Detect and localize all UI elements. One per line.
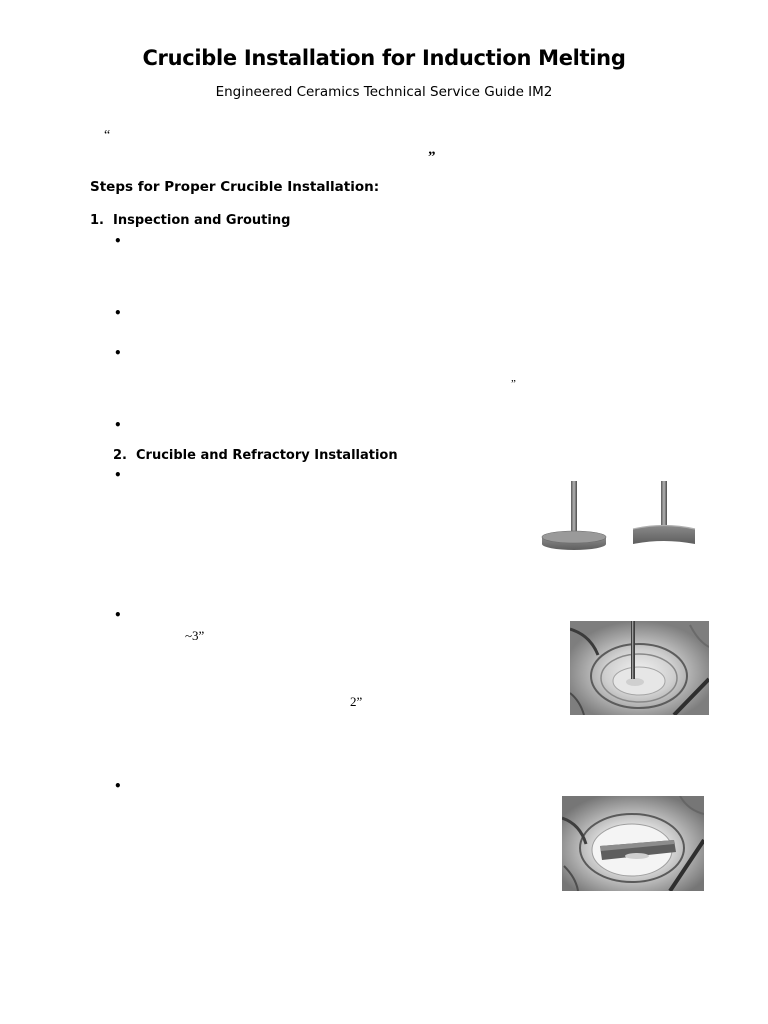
crucible-placement-photo bbox=[562, 796, 704, 891]
section2-fragment-2in: 2” bbox=[350, 694, 363, 709]
section1-number: 1. bbox=[90, 213, 104, 228]
tamping-tools-illustration bbox=[538, 478, 700, 550]
document-title: Crucible Installation for Induction Melting bbox=[142, 46, 626, 70]
section1-bullet-2: • bbox=[114, 306, 122, 320]
section2-number: 2. bbox=[113, 448, 127, 463]
section2-bullet-2: • bbox=[114, 608, 122, 622]
section1-close-quote: ” bbox=[511, 378, 516, 390]
section1-bullet-1: • bbox=[114, 234, 122, 248]
section2-label: Crucible and Refractory Installation bbox=[136, 448, 398, 463]
section1-bullet-4: • bbox=[114, 418, 122, 432]
intro-close-quote: ” bbox=[428, 149, 436, 165]
curved-tamper-tool bbox=[633, 481, 695, 544]
section1-bullet-3: • bbox=[114, 346, 122, 360]
section2-bullet-1: • bbox=[114, 468, 122, 482]
section2-bullet-3: • bbox=[114, 779, 122, 793]
section1-label: Inspection and Grouting bbox=[113, 213, 291, 228]
flat-tamper-tool bbox=[542, 481, 606, 550]
document-subtitle: Engineered Ceramics Technical Service Guide IM2 bbox=[215, 84, 553, 100]
section2-fragment-3in: ~3” bbox=[185, 628, 205, 643]
furnace-coil-photo bbox=[570, 621, 709, 715]
steps-heading: Steps for Proper Crucible Installation: bbox=[90, 179, 380, 195]
intro-open-quote: “ bbox=[104, 128, 111, 143]
